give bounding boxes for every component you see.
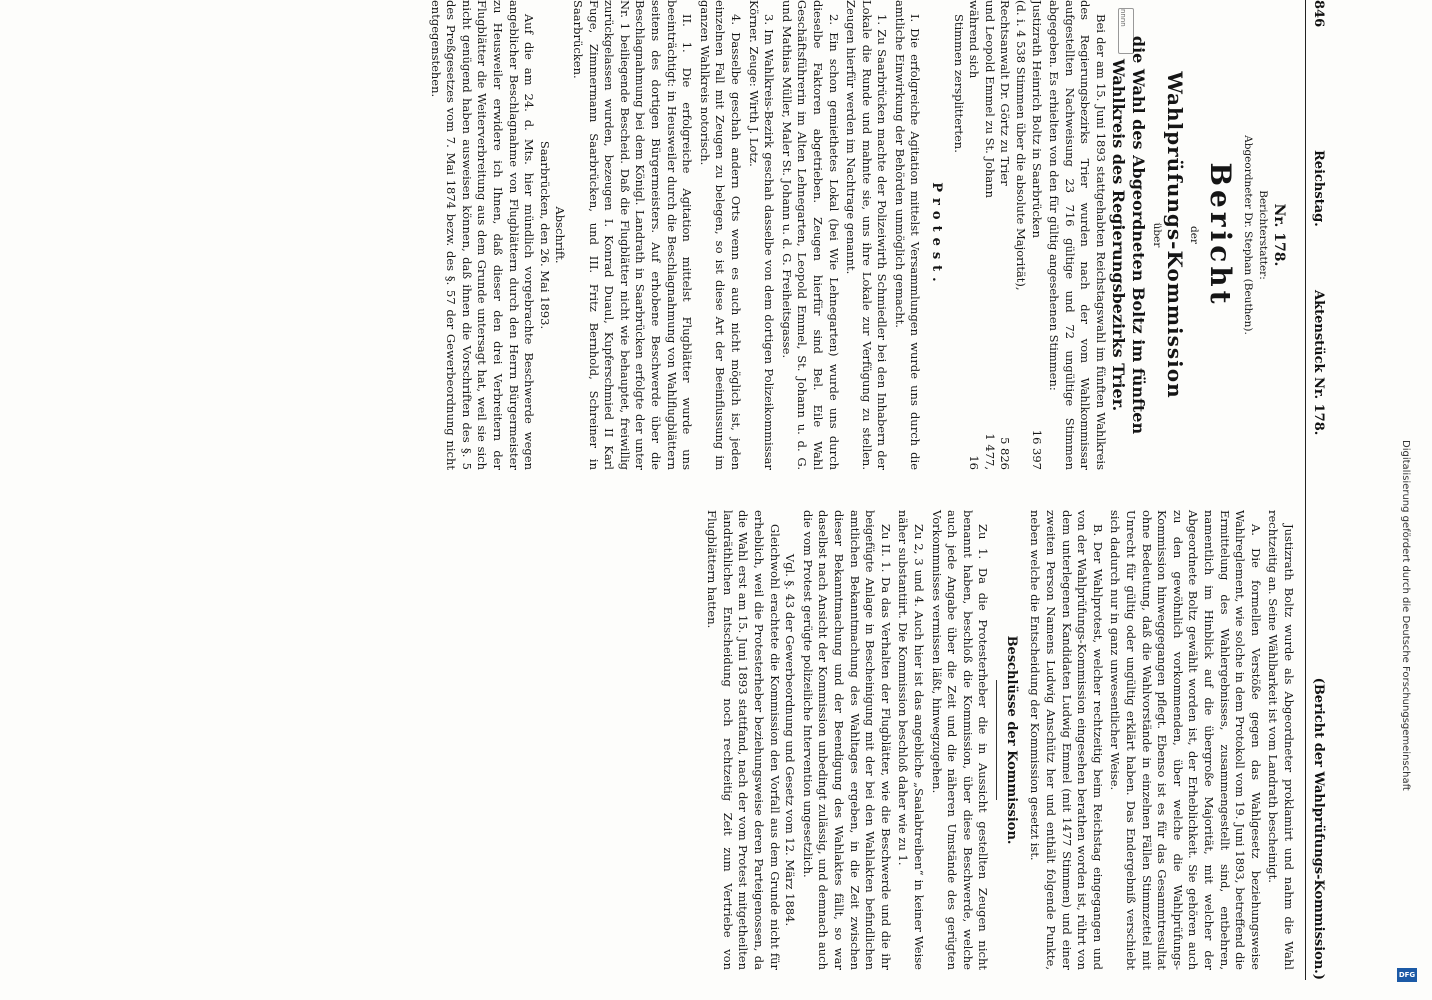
running-header: [1305, 0, 1326, 980]
decision-2-4: Zu 2, 3 und 4. Auch hier ist das angebliche „Saalabtreiben“ in keiner Weise näher substantiirt. Die Kommission beschloß daher wie zu 1.: [896, 510, 926, 970]
digitization-credit: [1395, 440, 1411, 980]
vote-count: 16: [967, 455, 982, 470]
section-b: B. Der Wahlprotest, welcher rechtzeitig beim Reichstag eingegangen und von der Wahlprüfungs-Kommission eingesehen berathen worden ist, rührt von dem unterlegenen Kandidaten Ludwig Emmel (mit 1477 Stimmen) und einer zweiten Person Namens Ludwig Anschütz her und enthält folgende Punkte, neben welche die Entscheidung der Kommission gesetzt ist.: [1028, 510, 1105, 970]
vote-count: 16 397: [1029, 429, 1044, 470]
document-number: Nr. 178.: [1271, 203, 1287, 267]
report-subtitle: die Wahl des Abgeordneten Boltz im fünften Wahlkreis des Regierungsbezirks Trier.: [1109, 35, 1149, 435]
divider-rule: [996, 680, 997, 800]
commission-decisions-heading: Beschlüsse der Kommission.: [1003, 635, 1019, 845]
vote-name: Justizrath Heinrich Boltz in Saarbrücken: [1029, 0, 1044, 239]
legal-reference: Vgl. §. 43 der Gewerbeordnung und Gesetz vom 12. März 1884.: [783, 553, 798, 927]
date-line: Saarbrücken, den 26. Mai 1893.: [537, 140, 552, 330]
vote-name: (d. i. 4 538 Stimmen über die absolute Majorität),: [1014, 0, 1029, 291]
page-number: 846: [1311, 0, 1326, 28]
vote-row: [1012, 0, 1028, 470]
protest-heading: Protest.: [929, 182, 945, 288]
ueber-word: über: [1150, 222, 1163, 248]
closing-paragraph-left: Auf die am 24. d. Mts. hier mündlich vorgebrachte Beschwerde wegen angeblicher Beschlagnahme von Flugblättern durch den Herrn Bürgermeister zu Heusweiler erwidere ich Ihnen, daß dieser den drei Verbreitern der Flugblätter die Weiterverbreitung aus dem Grunde untersagt hat, weil sie sich nicht genügend haben ausweisen können, daß ihnen die Vorschriften des §. 5 des Preßgesetzes vom 7. Mai 1874 bezw. des §. 57 der Gewerbeordnung nicht entgegenstehen.: [428, 0, 537, 470]
decision-ii: Zu II. 1. Da das Verhalten der Flugblätter, wie die Beschwerde und die ihr beigefügte Anlage in Bescheinigung mit der bei den Wahlakten befindlichen amtlichen Bekanntmachung des Wahltages ergeben, in die Zeit zwischen dieser Bekanntmachung und der Beendigung des Wahlaktes fällt, so war daselbst nach Ansicht der Kommission unbedingt zulässig, und demnach auch die vom Protest gerügte polizeiliche Intervention ungesetzlich.: [800, 510, 893, 970]
abschrift-label: Abschrift.: [553, 206, 568, 264]
section-a: A. Die formellen Verstöße gegen das Wahlgesetz beziehungsweise Wahlreglement, wie solche in dem Protokoll vom 19. Juni 1893, betreffend die Ermittelung des Wahlergebnisses, zusammengestellt sind, entbehren, namentlich im Hinblick auf die übergroße Majorität, mit welcher der Abgeordnete Boltz gewählt worden ist, der Erheblichkeit. Sie gehören auch zu den gewöhnlich vorkommenden, über welche die Wahlprüfungs-Kommission hinweggegangen pflegt. Ebenso ist es für das Gesammtresultat ohne Bedeutung, daß die Wahlvorstände in einzelnen Fällen Stimmzettel mit Unrecht für gültig oder ungültig erklärt haben. Das Endergebniß verschiebt sich dadurch nur in ganz unwesentlicher Weise.: [1108, 510, 1263, 970]
vote-row: [997, 0, 1013, 470]
protest-item-1: I. Die erfolgreiche Agitation mittelst Versammlungen wurde uns durch die amtliche Einwirkung der Behörden unmöglich gemacht.: [892, 0, 923, 470]
vote-list: [966, 0, 1044, 470]
der-word: der: [1188, 226, 1201, 244]
vote-row: [981, 0, 997, 470]
proclamation-paragraph: Justizrath Boltz wurde als Abgeordneter proklamirt und nahm die Wahl rechtzeitig an. Seine Wählbarkeit ist vom Landrath bescheinigt.: [1266, 510, 1296, 970]
closing-paragraph-right: Gleichwohl erachtete die Kommission den Vorfall aus dem Grunde nicht für erheblich, weil die Protesterheber beziehungsweise deren Parteigenossen, da die Wahl erst am 15. Juni 1893 stattfand, nach der vom Protest mitgetheilten landräthlichen Entscheidung noch rechtzeitig Zeit zum Vertriebe von Flugblättern hatten.: [705, 510, 782, 970]
bericht-title: Bericht: [1204, 162, 1238, 308]
protest-item-1-3: 3. Im Wahlkreis-Bezirk geschah dasselbe von dem dortigen Polizeikommissar Körner. Zeuge: Wirth J. Lotz.: [746, 0, 777, 470]
berichterstatter-name: Abgeordneter Dr. Stephan (Beuthen).: [1241, 135, 1254, 335]
vote-count: 5 826: [998, 437, 1013, 470]
margin-stamp-text: nnnn: [1119, 9, 1127, 27]
vote-name: während sich: [967, 0, 982, 79]
commission-title: Wahlprüfungs-Kommission: [1162, 71, 1187, 399]
votes-tail: Stimmen zersplitterten.: [951, 14, 966, 153]
left-column: [425, 0, 1296, 470]
vote-name: Rechtsanwalt Dr. Görtz zu Trier: [998, 0, 1013, 186]
header-left: Reichstag.: [1311, 150, 1326, 227]
protest-item-1-4: 4. Dasselbe geschah andern Orts wenn es auch nicht möglich ist, jeden einzelnen Fall mit Zeugen zu belegen, so ist diese Art der Beeinflussung im ganzen Wahlkreis notorisch.: [697, 0, 743, 470]
dfg-logo: DFG: [1397, 968, 1417, 982]
decision-1: Zu 1. Da die Protesterheber die in Aussicht gestellten Zeugen nicht benannt haben, beschloß die Kommission, über diese Beschwerde, welche auch jede Angabe über die Zeit und die näheren Umstände des gerügten Vorkommnisses vermissen läßt, hinwegzugehen.: [929, 510, 991, 970]
vote-name: und Leopold Emmel zu St. Johann: [982, 0, 997, 199]
intro-paragraph: Bei der am 15. Juni 1893 stattgehabten Reichstagswahl im fünften Wahlkreis des Regierungsbezirks Trier wurden nach der vom Wahlkommissar aufgestellten Nachweisung 23 716 gültige und 72 ungültige Stimmen abgegeben. Es erhielten von den für gültig angesehenen Stimmen:: [1047, 0, 1109, 470]
protest-item-2: II. 1. Die erfolgreiche Agitation mittelst Flugblätter wurde uns beeinträchtigt: in Heusweiler durch die Beschlagnahmung von Wahlflugblättern seitens des dortigen Bürgermeisters. Auf erhobene Beschwerde über die Beschlagnahmung bei dem Königl. Landrath in Saarbrücken erfolgte der unter Nr. 1 beiliegende Bescheid. Daß die Flugblätter nicht wie behauptet, freiwillig zurückgelassen wurden, bezeugen I. Konrad Duaul, Kupferschmied II Karl Fuge, Zimmermann Saarbrücken, und III. Fritz Bernhold, Schreiner in Saarbrücken.: [571, 0, 695, 470]
protest-item-1-2: 2. Ein schon gemiethetes Lokal (bei Wie Lehnegarten) wurde uns durch dieselbe Faktoren abgetrieben. Zeugen hierfür sind Bel. Eile Wahl Geschäftsführerin im Alten Lehnegarten, Leopold Emmel, St. Johann u. d. G. und Mathias Müller, Maler St. Johann u. d. G. Freiheitsgasse.: [779, 0, 841, 470]
header-right: (Bericht der Wahlprüfungs-Kommission.): [1311, 677, 1326, 980]
header-center: Aktenstück Nr. 178.: [1311, 290, 1326, 436]
vote-count: 1 477,: [982, 433, 997, 470]
right-column: [702, 510, 1296, 970]
digitization-credit-text: Digitalisierung gefördert durch die Deutsche Forschungsgemeinschaft: [1400, 440, 1411, 791]
vote-row: [966, 0, 982, 470]
vote-row: [1028, 0, 1044, 470]
berichterstatter-label: Berichterstatter:: [1257, 190, 1270, 280]
protest-item-1-1: 1. Zu Saarbrücken machte der Polizeiwirth Schmiedler bei den Inhabern der Lokale die Runde und mahnte sie, uns ihre Lokale zur Verfügung zu stellen. Zeugen hierfür werden im Nachtrage genannt.: [844, 0, 890, 470]
